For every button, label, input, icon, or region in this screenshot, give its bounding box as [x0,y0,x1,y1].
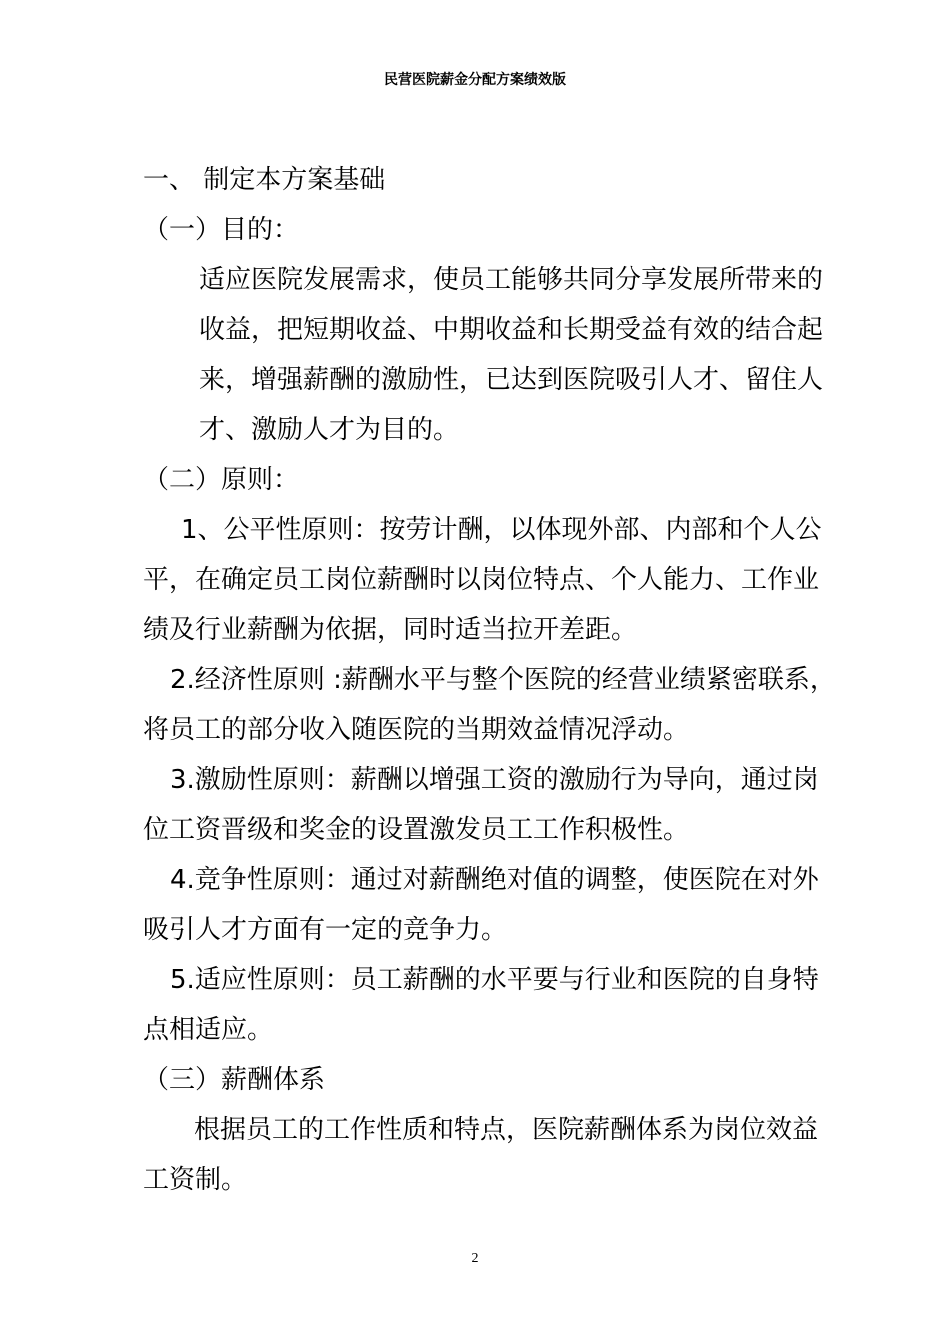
principle-4-line-1: 4.竞争性原则：通过对薪酬绝对值的调整，使医院在对外 [170,865,819,895]
purpose-line-2: 收益，把短期收益、中期收益和长期受益有效的结合起 [199,315,824,345]
purpose-line-3: 来，增强薪酬的激励性，已达到医院吸引人才、留住人 [199,365,824,395]
principle-4-line-2: 吸引人才方面有一定的竞争力。 [143,915,508,945]
principle-2-line-1: 2.经济性原则 :薪酬水平与整个医院的经营业绩紧密联系， [170,665,836,695]
purpose-line-1: 适应医院发展需求，使员工能够共同分享发展所带来的 [199,265,824,295]
purpose-heading: （一）目的： [143,215,300,245]
salary-system-heading: （三）薪酬体系 [143,1065,326,1095]
salary-system-line-2: 工资制。 [143,1165,248,1195]
section-heading: 一、 制定本方案基础 [143,165,386,195]
principle-1-line-1: 1、公平性原则：按劳计酬，以体现外部、内部和个人公 [181,515,822,545]
principle-5-line-2: 点相适应。 [143,1015,274,1045]
document-header-title: 民营医院薪金分配方案绩效版 [384,72,566,88]
salary-system-line-1: 根据员工的工作性质和特点，医院薪酬体系为岗位效益 [194,1115,819,1145]
principle-2-line-2: 将员工的部分收入随医院的当期效益情况浮动。 [143,715,690,745]
principle-5-line-1: 5.适应性原则：员工薪酬的水平要与行业和医院的自身特 [170,965,819,995]
principles-heading: （二）原则： [143,465,300,495]
purpose-line-4: 才、激励人才为目的。 [199,415,460,445]
principle-3-line-2: 位工资晋级和奖金的设置激发员工工作积极性。 [143,815,690,845]
principle-3-line-1: 3.激励性原则：薪酬以增强工资的激励行为导向，通过岗 [170,765,819,795]
principle-1-line-3: 绩及行业薪酬为依据，同时适当拉开差距。 [143,615,638,645]
page-number: 2 [471,1251,479,1266]
principle-1-line-2: 平，在确定员工岗位薪酬时以岗位特点、个人能力、工作业 [143,565,820,595]
